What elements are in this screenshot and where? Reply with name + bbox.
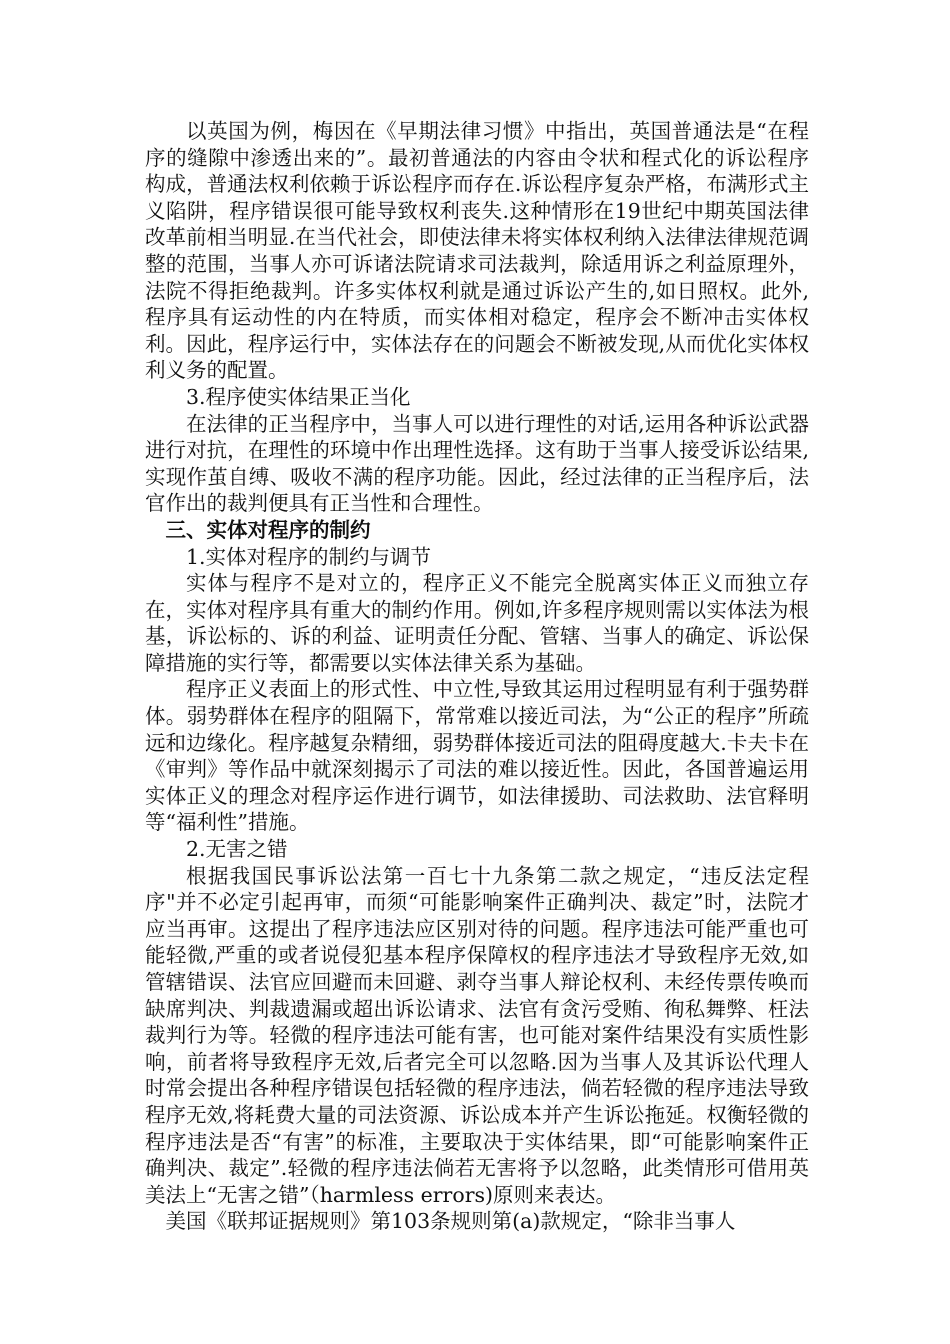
section-subheading: 1.实体对程序的制约与调节 [186, 544, 432, 569]
body-paragraph: 程序正义表面上的形式性、中立性,导致其运用过程明显有利于强势群体。弱势群体在程序的阻隔下，常常难以接近司法，为“公正的程序”所疏远和边缘化。程序越复杂精细，弱势群体接近司法的阻碍度越大.卡夫卡在《审判》等作品中就深刻揭示了司法的难以接近性。因此，各国普遍运用实体正义的理念对程序运作进行调节，如法律援助、司法救助、法官释明等“福利性”措施。 [145, 677, 809, 835]
body-paragraph: 根据我国民事诉讼法第一百七十九条第二款之规定，“违反法定程序"并不必定引起再审，而须“可能影响案件正确判决、裁定”时，法院才应当再审。这提出了程序违法应区别对待的问题。程序违法可能严重也可能轻微,严重的或者说侵犯基本程序保障权的程序违法才导致程序无效,如管辖错误、法官应回避而未回避、剥夺当事人辩论权利、未经传票传唤而缺席判决、判裁遗漏或超出诉讼请求、法官有贪污受贿、徇私舞弊、枉法裁判行为等。轻微的程序违法可能有害，也可能对案件结果没有实质性影响，前者将导致程序无效,后者完全可以忽略.因为当事人及其诉讼代理人时常会提出各种程序错误包括轻微的程序违法，倘若轻微的程序违法导致程序无效,将耗费大量的司法资源、诉讼成本并产生诉讼拖延。权衡轻微的程序违法是否“有害”的标准，主要取决于实体结果，即“可能影响案件正确判决、裁定”.轻微的程序违法倘若无害将予以忽略，此类情形可借用英美法上“无害之错”（harmless errors)原则来表达。 [145, 863, 809, 1207]
section-heading: 三、实体对程序的制约 [165, 517, 371, 542]
body-paragraph: 在法律的正当程序中，当事人可以进行理性的对话,运用各种诉讼武器进行对抗，在理性的环境中作出理性选择。这有助于当事人接受诉讼结果,实现作茧自缚、吸收不满的程序功能。因此，经过法律的正当程序后，法官作出的裁判便具有正当性和合理性。 [145, 411, 809, 516]
body-paragraph: 实体与程序不是对立的，程序正义不能完全脱离实体正义而独立存在，实体对程序具有重大的制约作用。例如,许多程序规则需以实体法为根基，诉讼标的、诉的利益、证明责任分配、管辖、当事人的确定、诉讼保障措施的实行等，都需要以实体法律关系为基础。 [145, 571, 809, 675]
section-subheading: 3.程序使实体结果正当化 [186, 384, 411, 409]
section-subheading: 2.无害之错 [186, 837, 288, 862]
body-paragraph: 美国《联邦证据规则》第103条规则第(a)款规定，“除非当事人 [165, 1209, 736, 1234]
body-paragraph: 以英国为例，梅因在《早期法律习惯》中指出，英国普通法是“在程序的缝隙中渗透出来的”。最初普通法的内容由令状和程式化的诉讼程序构成，普通法权利依赖于诉讼程序而存在.诉讼程序复杂严格，布满形式主义陷阱，程序错误很可能导致权利丧失.这种情形在19世纪中期英国法律改革前相当明显.在当代社会，即使法律未将实体权利纳入法律法律规范调整的范围，当事人亦可诉诸法院请求司法裁判，除适用诉之利益原理外，法院不得拒绝裁判。许多实体权利就是通过诉讼产生的,如日照权。此外,程序具有运动性的内在特质，而实体相对稳定，程序会不断冲击实体权利。因此，程序运行中，实体法存在的问题会不断被发现,从而优化实体权利义务的配置。 [145, 119, 809, 383]
document-page [145, 118, 809, 1235]
